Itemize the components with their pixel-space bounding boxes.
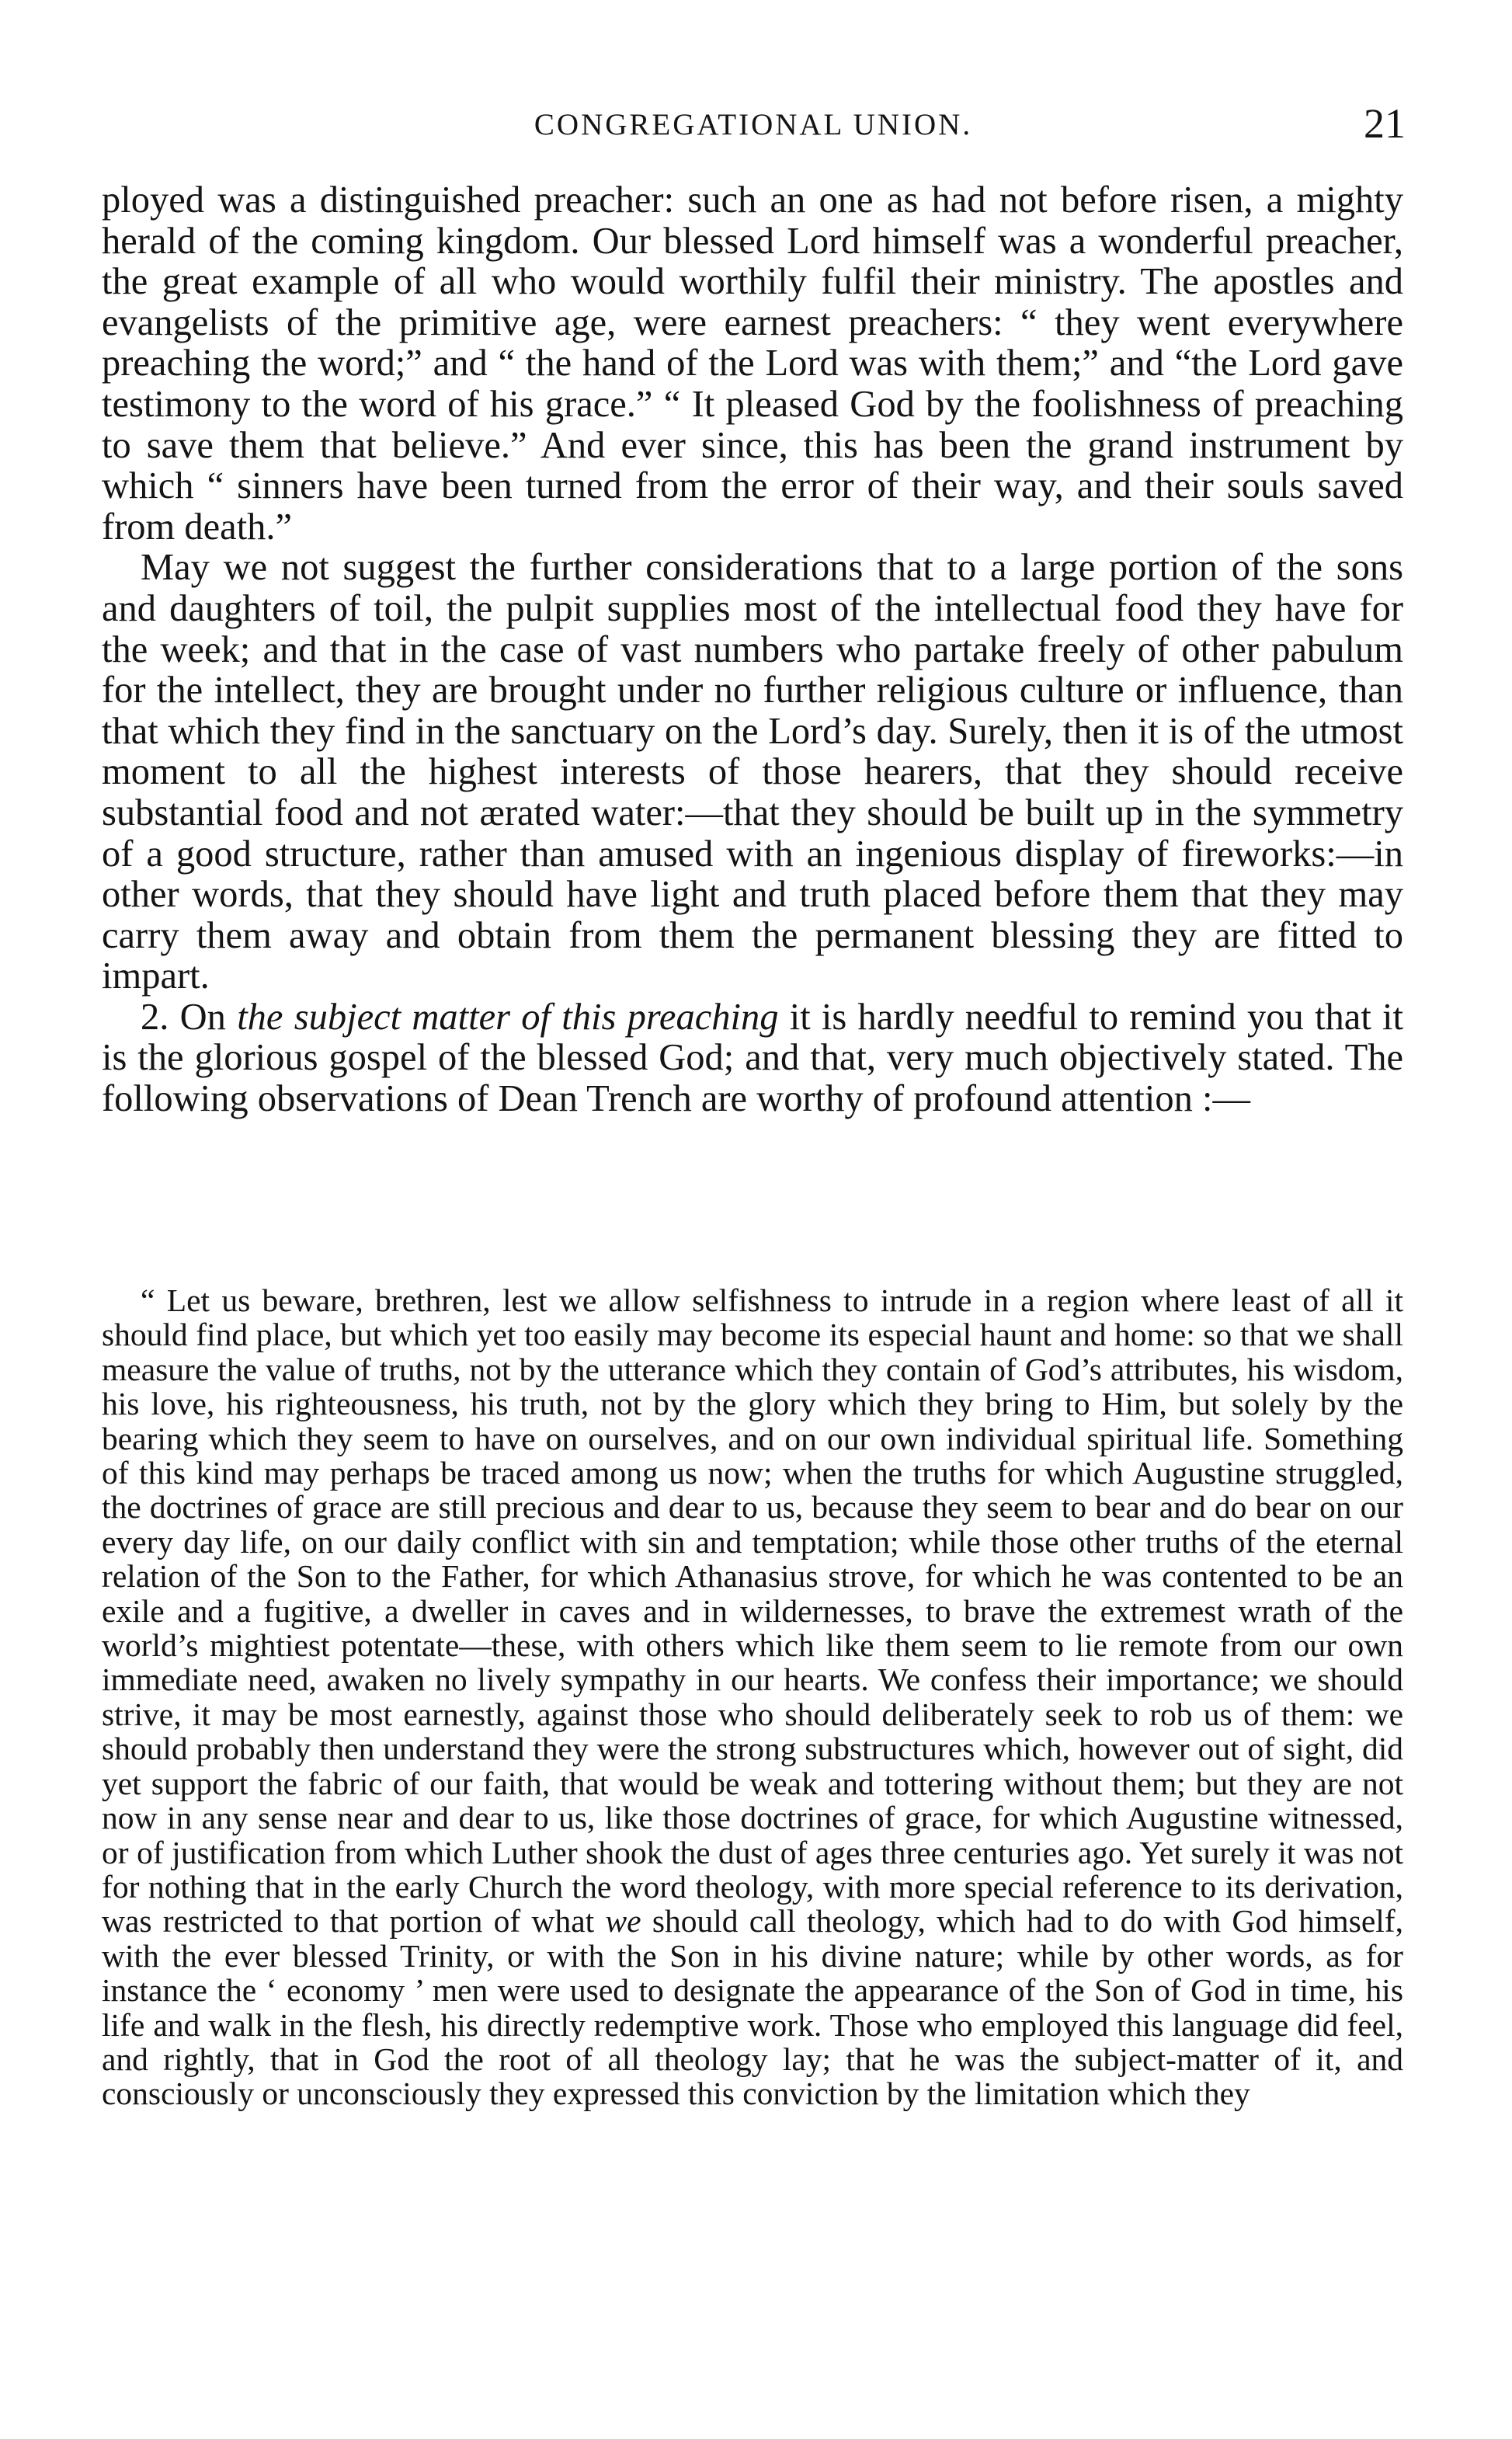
paragraph-subject-matter bbox=[102, 997, 1403, 1120]
paragraph-number: 2. bbox=[141, 996, 169, 1038]
running-head bbox=[101, 99, 1406, 154]
paragraph-lead: On bbox=[179, 996, 238, 1038]
running-title: CONGREGATIONAL UNION. bbox=[534, 108, 973, 141]
paragraph-rest: it is hardly needful to remind you that it is the glorious gospel of the blessed God; and that, very much objectively stated. The following observations of Dean Trench are worthy of profound attention :— bbox=[102, 996, 1404, 1120]
quote-text-part-1: “ Let us beware, brethren, lest we allow selfishness to intrude in a region where least of all it should find place, but which yet too easily may become its especial haunt and home: so that we shall measure the value of truths, not by the utterance which they contain of God’s attributes, his wisdom, his love, his righteousness, his truth, not by the glory which they bring to Him, but solely by the bearing which they seem to have on ourselves, and on our own individual spiritual life. Something of this kind may perhaps be traced among us now; when the truths for which Augustine struggled, the doctrines of grace are still precious and dear to us, because they seem to bear and do bear on our every day life, on our daily conflict with sin and temptation; while those other truths of the eternal relation of the Son to the Father, for which Athanasius strove, for which he was contented to be an exile and a fugitive, a dweller in caves and in wildernesses, to brave the extremest wrath of the world’s mightiest potentate—these, with others which like them seem to lie remote from our own immediate need, awaken no lively sympathy in our hearts. We confess their importance; we should strive, it may be most earnestly, against those who should deliberately seek to rob us of them: we should probably then understand they were the strong substructures which, however out of sight, did yet support the fabric of our faith, that would be weak and tottering without them; but they are not now in any sense near and dear to us, like those doctrines of grace, for which Augustine witnessed, or of justification from which Luther shook the dust of ages three centuries ago. Yet surely it was not for nothing that in the early Church the word theology, with more special reference to its derivation, was restricted to that portion of what bbox=[102, 1282, 1403, 1940]
paragraph-italic-phrase: the subject matter of this preaching bbox=[237, 996, 779, 1038]
page-number: 21 bbox=[1364, 100, 1406, 147]
quote-italic-word: we bbox=[605, 1903, 641, 1940]
quote-paragraph bbox=[102, 1283, 1403, 2111]
quote-text-part-2: should call theology, which had to do with God himself, with the ever blessed Trinity, or with the Son in his divine nature; while by other words, as for instance the ‘ economy ’ men were used to designate the appearance of the Son of God in time, his life and walk in the flesh, his directly redemptive work. Those who employed this language did feel, and rightly, that in God the root of all theology lay; that he was the subject-matter of it, and consciously or unconsciously they expressed this conviction by the limitation which they bbox=[102, 1903, 1404, 2112]
block-quote bbox=[102, 1283, 1403, 2111]
paragraph-continuation: ployed was a distinguished preacher: such an one as had not before risen, a mighty herald of the coming kingdom. Our blessed Lord himself was a wonderful preacher, the great example of all who would worthily fulfil their ministry. The apostles and evangelists of the primitive age, were earnest preachers: “ they went everywhere preaching the word;” and “ the hand of the Lord was with them;” and “the Lord gave testimony to the word of his grace.” “ It pleased God by the foolishness of preaching to save them that believe.” And ever since, this has been the grand instrument by which “ sinners have been turned from the error of their way, and their souls saved from death.” bbox=[102, 179, 1403, 548]
body-text bbox=[102, 180, 1403, 1120]
paragraph-considerations: May we not suggest the further considerations that to a large portion of the sons and daughters of toil, the pulpit supplies most of the intellectual food they have for the week; and that in the case of vast numbers who partake freely of other pabulum for the intellect, they are brought under no further religious culture or influence, than that which they find in the sanctuary on the Lord’s day. Surely, then it is of the utmost moment to all the highest interests of those hearers, that they should receive substantial food and not ærated water:—that they should be built up in the symmetry of a good structure, rather than amused with an ingenious display of fireworks:—in other words, that they should have light and truth placed before them that they may carry them away and obtain from them the permanent blessing they are fitted to impart. bbox=[102, 547, 1403, 997]
